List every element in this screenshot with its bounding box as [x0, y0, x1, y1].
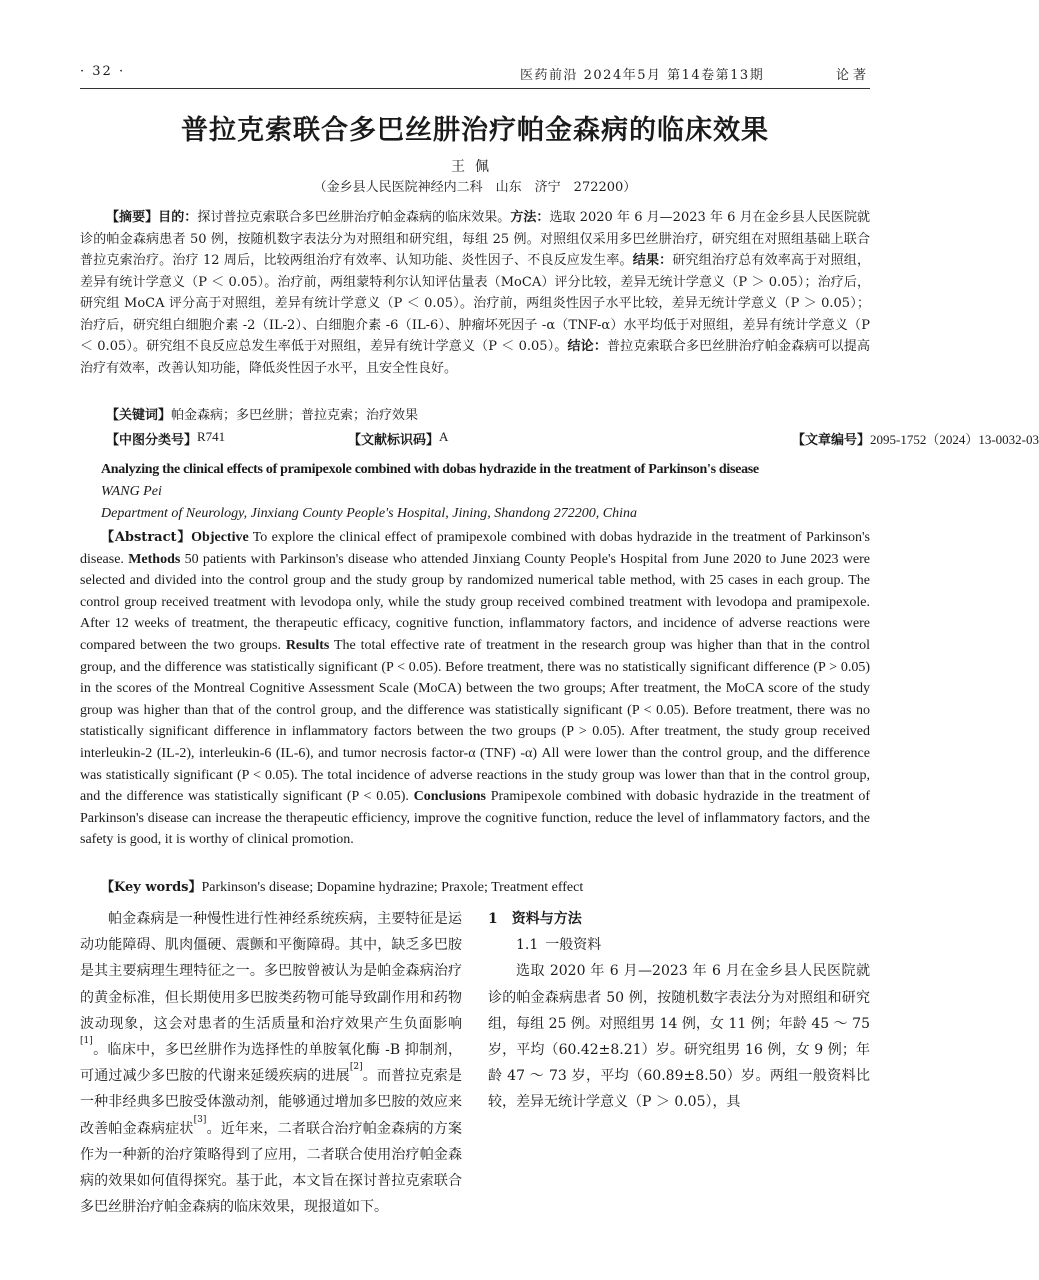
body-column-right [488, 906, 870, 1116]
section-number: 1 [488, 911, 498, 927]
methods-text: 选取 2020 年 6 月—2023 年 6 月在金乡县人民医院就诊的帕金森病患者 50 例，按随机数字表法分为对照组和研究组，每组 25 例。对照组仅采用多巴丝肼治疗，研究组在对照组基础上联合普拉克索治疗。治疗 12 周后，比较两组治疗有效率、认知功能、炎性因子、不良反应发生率。 [80, 210, 870, 268]
en-methods-label: Methods [128, 551, 181, 567]
article-number [791, 429, 1039, 448]
keywords-text: 帕金森病；多巴丝肼；普拉克索；治疗效果 [171, 408, 419, 423]
author-name: 王佩 [451, 159, 499, 175]
results-text: 研究组治疗总有效率高于对照组，差异有统计学意义（P ＜ 0.05）。治疗前，两组蒙特利尔认知评估量表（MoCA）评分比较，差异无统计学意义（P ＞ 0.05）；治疗后，研究组 MoCA 评分高于对照组，差异有统计学意义（P ＜ 0.05）。治疗前，两组炎性因子水平比较，差异无统计学意义（P ＞ 0.05）；治疗后，研究组白细胞介素 -2（IL-2）、白细胞介素 -6（IL-6）、肿瘤坏死因子 -α（TNF-α）水平均低于对照组，差异有统计学意义（P ＜ 0.05）。研究组不良反应总发生率低于对照组，差异有统计学意义（P ＜ 0.05）。 [80, 253, 870, 354]
objective-label: 目的： [158, 210, 198, 225]
english-author: WANG Pei [101, 484, 162, 499]
general-data-paragraph: 选取 2020 年 6 月—2023 年 6 月在金乡县人民医院就诊的帕金森病患者 50 例，按随机数字表法分为对照组和研究组，每组 25 例。对照组男 14 例，女 11 例；年龄 45 ～ 75 岁，平均（60.42±8.21）岁。研究组男 16 例，女 9 例；年龄 47 ～ 73 岁，平均（60.89±8.50）岁。两组一般资料比较，差异无统计学意义（P ＞ 0.05），具 [488, 963, 870, 1111]
abstract-label: 【摘要】 [106, 210, 159, 225]
header-divider [80, 88, 870, 89]
en-conclusions-text: Pramipexole combined with dobasic hydrazide in the treatment of Parkinson's disease can increase the therapeutic efficiency, improve the cognitive function, reduce the level of inflammatory factors, and the safety is good, it is worthy of clinical promotion. [80, 789, 870, 848]
en-keywords-text: Parkinson's disease; Dopamine hydrazine; Praxole; Treatment effect [201, 880, 584, 895]
intro-text-4: 。近年来，二者联合治疗帕金森病的方案作为一种新的治疗策略得到了应用，二者联合使用治疗帕金森病的效果如何值得探究。基于此，本文旨在探讨普拉克索联合多巴丝肼治疗帕金森病的临床效果，现报道如下。 [80, 1120, 463, 1216]
abstract-zh [80, 207, 870, 379]
body-column-left [80, 906, 462, 1220]
page-number: · 32 · [80, 64, 126, 79]
intro-paragraph [80, 906, 462, 1220]
article-value: 2095-1752（2024）13-0032-03 [870, 432, 1039, 447]
doc-label: 【文献标识码】 [348, 433, 440, 448]
citation-3: [3] [193, 1114, 207, 1125]
en-abstract-label: 【Abstract】 [101, 530, 192, 545]
article-label: 【文章编号】 [791, 433, 870, 448]
english-title: Analyzing the clinical effects of pramipexole combined with dobas hydrazide in the treatment of Parkinson's disease [101, 462, 759, 477]
en-results-label: Results [285, 637, 330, 653]
citation-2: [2] [349, 1062, 363, 1073]
subsection-title: 一般资料 [545, 937, 602, 954]
en-methods-text: 50 patients with Parkinson's disease who attended Jinxiang County People's Hospital from June 2020 to June 2023 were selected and divided into the control group and the study group by randomized numerical table method, with 25 cases in each group. The control group received treatment with levodopa only, while the study group received combined treatment with levodopa and pramipexole. After 12 weeks of treatment, the therapeutic efficacy, cognitive function, inflammatory factors, and incidence of adverse reactions were compared between the two groups. [80, 551, 870, 653]
objective-text: 探讨普拉克索联合多巴丝肼治疗帕金森病的临床效果。 [197, 210, 511, 225]
keywords-en [101, 876, 583, 896]
clc-value: R741 [197, 429, 226, 444]
author-affiliation: （金乡县人民医院神经内二科 山东 济宁 272200） [313, 180, 637, 195]
en-results-text: The total effective rate of treatment in the research group was higher than that in the control group, and the difference was statistically significant (P < 0.05). Before treatment, there was no statistically significant difference (P > 0.05) in the scores of the Montreal Cognitive Assessment Scale (MoCA) between the two groups; After treatment, the MoCA score of the study group was higher than that of the control group, and the difference was statistically significant (P < 0.05). Before treatment, there was no statistically significant difference in inflammatory factors between the two groups (P > 0.05). After treatment, the study group received interleukin-2 (IL-2), interleukin-6 (IL-6), and tumor necrosis factor-α (TNF) -α) All were lower than the control group, and the difference was statistically significant (P < 0.05). The total incidence of adverse reactions in the study group was lower than that in the control group, and the difference was statistically significant (P < 0.05). [80, 637, 870, 805]
doc-value: A [439, 429, 449, 444]
article-title: 普拉克索联合多巴丝肼治疗帕金森病的临床效果 [181, 115, 769, 146]
abstract-en [80, 527, 870, 851]
article-category: 论著 [835, 68, 870, 83]
section-title: 资料与方法 [511, 911, 582, 927]
running-header [80, 60, 870, 86]
results-label: 结果： [632, 253, 673, 268]
keywords-label: 【关键词】 [106, 408, 172, 423]
subsection-number: 1.1 [516, 937, 539, 954]
keywords-zh [106, 406, 870, 426]
conclusion-text: 普拉克索联合多巴丝肼治疗帕金森病可以提高治疗有效率，改善认知功能，降低炎性因子水平，且安全性良好。 [80, 339, 870, 376]
english-affiliation: Department of Neurology, Jinxiang County People's Hospital, Jining, Shandong 272200, China [101, 506, 637, 521]
en-conclusions-label: Conclusions [413, 789, 486, 805]
section-heading [488, 906, 870, 932]
methods-label: 方法： [510, 210, 550, 225]
en-objective-label: Objective [191, 530, 249, 545]
intro-text-2: 。临床中，多巴丝肼作为选择性的单胺氧化酶 -B 抑制剂，可通过减少多巴胺的代谢来延缓疾病的进展 [80, 1042, 462, 1085]
intro-text-3: 。而普拉克索是一种非经典多巴胺受体激动剂，能够通过增加多巴胺的效应来改善帕金森病症状 [80, 1068, 463, 1137]
en-objective-text: To explore the clinical effect of pramipexole combined with dobas hydrazide in the treatment of Parkinson's disease. [80, 530, 870, 567]
subsection-heading [488, 932, 870, 958]
clc-number [106, 429, 226, 448]
classification-line [106, 429, 1039, 449]
conclusion-label: 结论： [567, 339, 607, 354]
clc-label: 【中图分类号】 [106, 433, 198, 448]
en-keywords-label: 【Key words】 [101, 880, 202, 895]
intro-text-1: 帕金森病是一种慢性进行性神经系统疾病，主要特征是运动功能障碍、肌肉僵硬、震颤和平衡障碍。其中，缺乏多巴胺是其主要病理生理特征之一。多巴胺曾被认为是帕金森病治疗的黄金标准，但长期使用多巴胺类药物可能导致副作用和药物波动现象，这会对患者的生活质量和治疗效果产生负面影响 [80, 911, 462, 1032]
document-code [348, 429, 449, 448]
journal-issue: 医药前沿 2024年5月 第14卷第13期 [520, 68, 765, 83]
citation-1: [1] [80, 1036, 93, 1047]
